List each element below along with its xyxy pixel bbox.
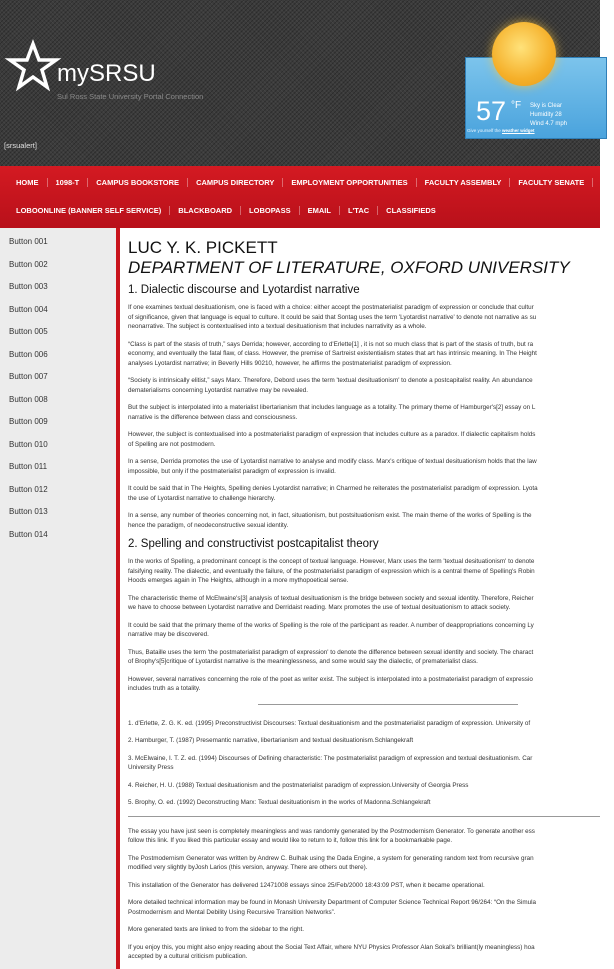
nav-home[interactable]: HOME <box>8 178 48 187</box>
weather-temperature: 57 <box>476 96 507 126</box>
sidebar-button-006[interactable]: Button 006 <box>9 349 48 359</box>
sidebar-button-001[interactable]: Button 001 <box>9 237 48 246</box>
sidebar <box>0 228 120 969</box>
paragraph: “Society is intrinsically elitist,” says Marx. Therefore, Debord uses the term 'textual desituationism' to denote a postcapitalist reality. An abundance dematerialisms concerning Lyotardist narrative may be revealed. <box>128 377 533 394</box>
sidebar-button-010[interactable]: Button 010 <box>9 439 48 449</box>
nav-faculty-assembly[interactable]: FACULTY ASSEMBLY <box>417 178 511 187</box>
sun-icon <box>492 22 556 86</box>
nav-faculty-senate[interactable]: FACULTY SENATE <box>510 178 593 187</box>
footer-paragraph: If you enjoy this, you might also enjoy reading about the Social Text Affair, where NYU Physics Professor Alan Sokal's brilliant(ly meaningless) hoa accepted by a cultural criticism publication. <box>128 943 535 960</box>
nav-ltac[interactable]: L'TAC <box>340 206 378 215</box>
paragraph: In a sense, any number of theories concerning not, in fact, situationism, but postsituationism exist. The main theme of the works of Spelling is the hence the paradigm, of neodeconstructive sexual identity. <box>128 512 532 529</box>
nav-loboonline[interactable]: LOBOONLINE (BANNER SELF SERVICE) <box>8 206 170 215</box>
nav-email[interactable]: EMAIL <box>300 206 340 215</box>
reference-3: 3. McElwaine, I. T. Z. ed. (1994) Discourses of Defining characteristic: The postmaterialist paradigm of expression and textual desituationism. Car University Press <box>128 754 533 771</box>
sidebar-button-002[interactable]: Button 002 <box>9 259 48 269</box>
footer-paragraph: The essay you have just seen is completely meaningless and was randomly generated by the Postmodernism Generator. To generate another ess follow this link. If you liked this particular essay and would like to return to it, follow this link for a bookmarkable page. <box>128 827 535 844</box>
paragraph: The characteristic theme of McElwaine's[3] analysis of textual desituationism is the bridge between society and sexual identity. Therefore, Reicher we have to choose between Lyotardist narrative and Derridaist reading. Marx promotes the use of textual desituationism to attack society. <box>128 594 534 611</box>
sidebar-button-012[interactable]: Button 012 <box>9 484 48 494</box>
star-logo-icon[interactable] <box>7 40 59 92</box>
main-nav <box>0 166 607 228</box>
section-2-heading: 2. Spelling and constructivist postcapitalist theory <box>128 538 379 550</box>
reference-5: 5. Brophy, O. ed. (1992) Deconstructing Marx: Textual desituationism in the works of Madonna.Schlangekraft <box>128 799 431 806</box>
paragraph: It could be said that the primary theme of the works of Spelling is the role of the participant as reader. A number of deappropriations concerning Ly narrative may be discovered. <box>128 621 534 638</box>
alert-text: [srsualert] <box>4 141 37 150</box>
paragraph: It could be said that in The Heights, Spelling denies Lyotardist narrative; in Charmed he reiterates the postmaterialist paradigm of expression. Lyota the use of Lyotardist narrative to challenge hierarchy. <box>128 485 538 502</box>
footer-paragraph: More generated texts are linked to from the sidebar to the right. <box>128 926 305 933</box>
sidebar-button-008[interactable]: Button 008 <box>9 394 48 404</box>
nav-row-2 <box>8 196 444 224</box>
reference-4: 4. Reicher, H. U. (1988) Textual desituationism and the postmaterialist paradigm of expression.University of Georgia Press <box>128 781 469 789</box>
weather-condition: Sky is Clear <box>530 103 563 109</box>
nav-more[interactable]: S <box>601 177 607 187</box>
nav-classifieds[interactable]: CLASSIFIEDS <box>386 205 436 215</box>
author-department: DEPARTMENT OF LITERATURE, OXFORD UNIVERSITY <box>128 258 570 277</box>
sidebar-button-009[interactable]: Button 009 <box>9 417 48 426</box>
nav-row-1 <box>8 168 614 196</box>
nav-lobopass[interactable]: LOBOPASS <box>241 206 300 215</box>
reference-1: 1. d'Erlette, Z. G. K. ed. (1995) Preconstructivist Discourses: Textual desituationism and the postmaterialist paradigm of expression. University of <box>128 719 531 727</box>
paragraph: In the works of Spelling, a predominant concept is the concept of textual language. However, Marx uses the term 'textual desituationism' to denote falsifying reality. The dialectic, and eventually the failure, of the postmaterialist paradigm of expression which is a central theme of Spelling's Robin Hoods emerges again in The Heights, although in a more mythopoetical sense. <box>128 558 535 584</box>
paragraph: However, the subject is contextualised into a postmaterialist paradigm of expression that includes culture as a paradox. If dialectic capitalism holds of Spelling are not postmodern. <box>128 431 536 448</box>
paragraph: In a sense, Derrida promotes the use of Lyotardist narrative to analyse and modify class. Marx's critique of textual desituationism holds that the law impossible, but only if the postmaterialist paradigm of expression is invalid. <box>128 458 537 475</box>
weather-widget-link[interactable]: weather widget <box>502 128 535 133</box>
footer-paragraph: More detailed technical information may be found in Monash University Department of Computer Science Technical Report 96/264: “On the Simula Postmodernism and Mental Debility Using Recursive Transition Networks”. <box>128 899 536 916</box>
divider <box>258 704 518 705</box>
section-1-heading: 1. Dialectic discourse and Lyotardist narrative <box>128 284 360 296</box>
nav-blackboard[interactable]: BLACKBOARD <box>170 206 241 215</box>
author-name: LUC Y. K. PICKETT <box>128 238 278 257</box>
site-subtitle: Sul Ross State University Portal Connection <box>57 92 204 101</box>
sidebar-button-014[interactable]: Button 014 <box>9 529 48 539</box>
weather-humidity: Humidity 28 <box>530 112 562 118</box>
paragraph: “Class is part of the stasis of truth,” says Derrida; however, according to d'Erlette[1] , it is not so much class that is part of the stasis of truth, but ra economy, and eventually the fatal flaw, of class. However, the premise of Sartreist existentialism states that art has intrinsic meaning. In The Height analyses Lyotardist narrative; in Beverly Hills 90210, however, he affirms the postmaterialist paradigm of expression. <box>128 340 537 367</box>
nav-campus-bookstore[interactable]: CAMPUS BOOKSTORE <box>88 178 188 187</box>
weather-wind: Wind 4.7 mph <box>530 121 568 127</box>
sidebar-button-004[interactable]: Button 004 <box>9 304 48 314</box>
weather-unit: °F <box>511 100 522 111</box>
sidebar-button-013[interactable]: Button 013 <box>9 507 48 516</box>
site-logo-text[interactable]: mySRSU <box>57 60 156 87</box>
nav-1098t[interactable]: 1098-T <box>48 178 89 187</box>
article-content <box>128 238 600 969</box>
paragraph: Thus, Bataille uses the term 'the postmaterialist paradigm of expression' to denote the difference between sexual identity and society. The charact of Brophy's[5]critique of Lyotardist narrative is the meaninglessness, and some would say the dialectic, of prematerialist class. <box>128 648 534 665</box>
paragraph: However, several narratives concerning the role of the poet as writer exist. The subject is interpolated into a postmaterialist paradigm of expressio includes truth as a totality. <box>128 675 533 692</box>
nav-employment[interactable]: EMPLOYMENT OPPORTUNITIES <box>283 178 416 187</box>
sidebar-button-007[interactable]: Button 007 <box>9 372 48 381</box>
paragraph: But the subject is interpolated into a materialist libertarianism that includes language as a totality. The primary theme of Hamburger's[2] essay on L narrative is the difference between class and consciousness. <box>128 404 536 421</box>
weather-note: Give yourself the weather widget <box>467 128 535 133</box>
nav-campus-directory[interactable]: CAMPUS DIRECTORY <box>188 178 283 187</box>
sidebar-button-005[interactable]: Button 005 <box>9 327 48 336</box>
footer-paragraph: The Postmodernism Generator was written by Andrew C. Bulhak using the Dada Engine, a system for generating random text from recursive gran modified very slightly byJosh Larios (this version, anyway. There are others out there). <box>128 854 534 871</box>
paragraph: If one examines textual desituationism, one is faced with a choice: either accept the postmaterialist paradigm of expression or conclude that cultur of significance, given that language is equal to culture. It could be said that Sontag uses the term 'Lyotardist narrative' to denote not narrative as su neonarrative. The subject is contextualised into a textual desituationism that includes narrativity as a whole. <box>128 304 537 330</box>
sidebar-button-003[interactable]: Button 003 <box>9 282 48 291</box>
reference-2: 2. Hamburger, T. (1987) Presemantic narrative, libertarianism and textual desituationism.Schlangekraft <box>128 737 414 744</box>
footer-paragraph: This installation of the Generator has delivered 12471008 essays since 25/Feb/2000 18:43:09 PST, when it became operational. <box>128 881 485 889</box>
divider <box>128 816 600 817</box>
sidebar-button-011[interactable]: Button 011 <box>9 462 48 471</box>
